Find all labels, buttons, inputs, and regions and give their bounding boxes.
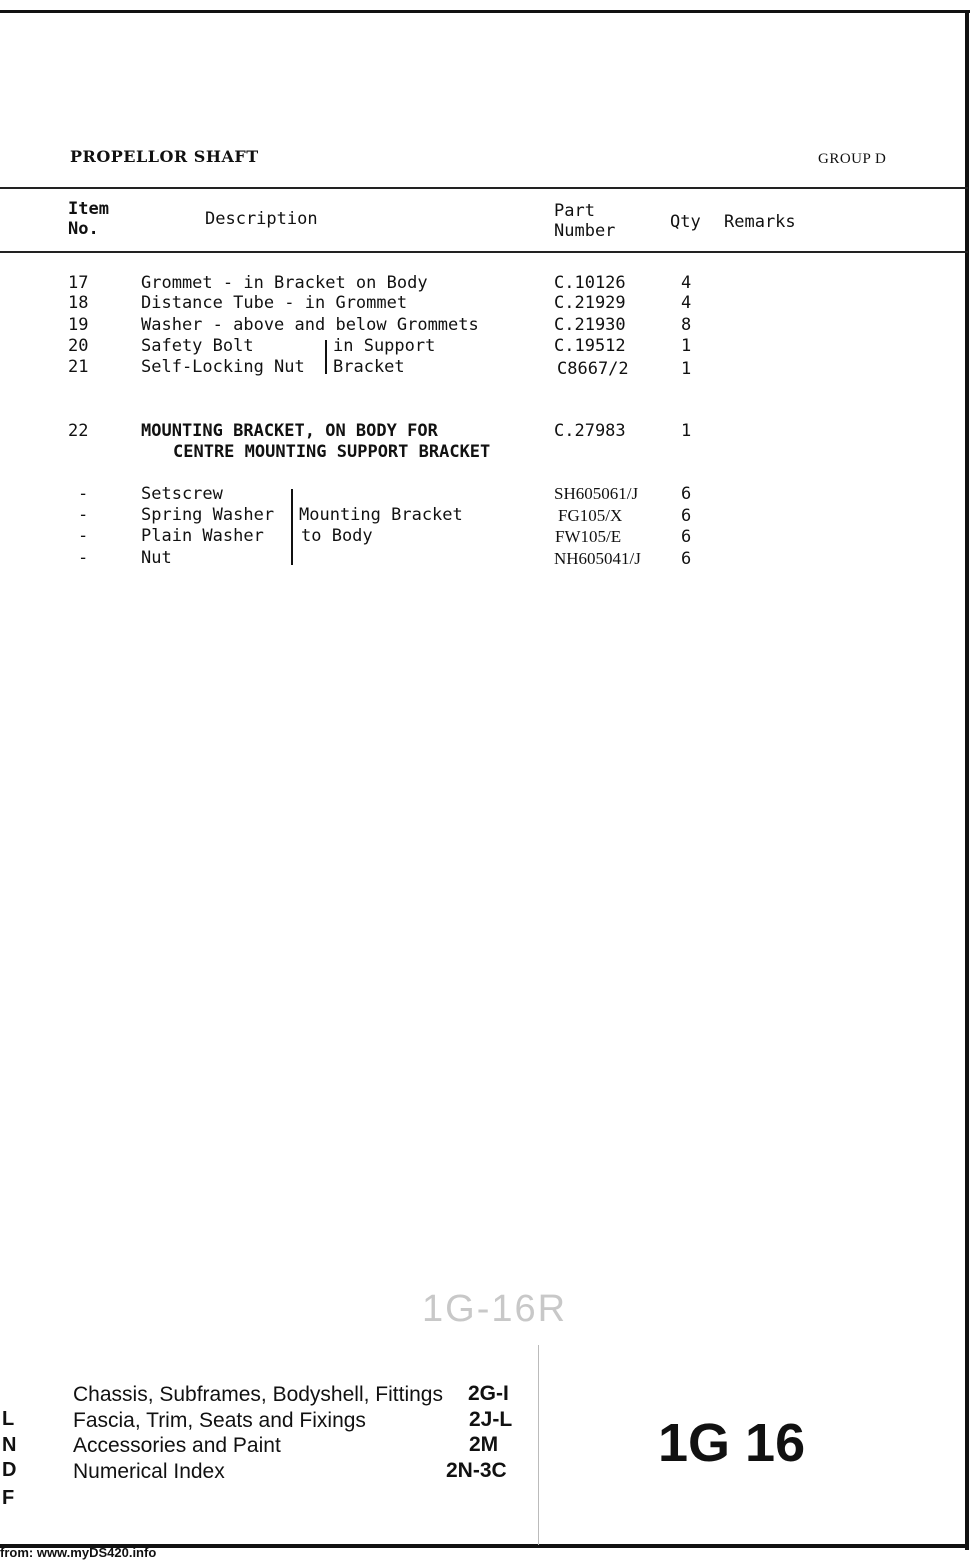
part-number: C.19512 — [554, 336, 626, 356]
item-description: Grommet - in Bracket on Body — [141, 273, 428, 293]
page-code: 1G 16 — [658, 1413, 806, 1473]
quantity: 4 — [681, 273, 692, 293]
group-note-line2: Bracket — [333, 357, 405, 377]
part-number: C.21929 — [554, 293, 626, 313]
handwritten-mark: 1G-16R — [422, 1288, 568, 1330]
item-description-continued: CENTRE MOUNTING SUPPORT BRACKET — [173, 442, 491, 462]
col-qty: Qty — [670, 212, 701, 232]
side-tab-letter: L — [2, 1408, 15, 1430]
side-tab-letter: D — [2, 1459, 17, 1481]
quantity: 1 — [681, 359, 692, 379]
item-description: Setscrew — [141, 484, 223, 504]
side-tab-letter: N — [2, 1434, 17, 1456]
footer-index-code: 2N-3C — [446, 1459, 507, 1482]
part-number: NH605041/J — [554, 549, 641, 568]
item-number: - — [78, 526, 89, 546]
item-number: 21 — [68, 357, 89, 377]
footer-index-label: Fascia, Trim, Seats and Fixings — [73, 1409, 366, 1432]
group-bracket — [291, 489, 293, 565]
part-number: C8667/2 — [557, 359, 629, 379]
item-number: 19 — [68, 315, 89, 335]
part-number: FG105/X — [558, 506, 623, 525]
group-note-line1: in Support — [333, 336, 436, 356]
item-description: MOUNTING BRACKET, ON BODY FOR — [141, 421, 438, 441]
page-border-top — [0, 10, 970, 13]
footer-index-code: 2J-L — [469, 1408, 513, 1431]
part-number: C.27983 — [554, 421, 626, 441]
footer-index-code: 2M — [469, 1433, 499, 1456]
header-top-rule — [0, 187, 968, 189]
item-description: Plain Washer — [141, 526, 264, 546]
header-bottom-rule — [0, 251, 968, 253]
footer-index-label: Chassis, Subframes, Bodyshell, Fittings — [73, 1383, 443, 1406]
side-tab-letter: F — [2, 1487, 15, 1509]
item-number: - — [78, 548, 89, 568]
item-description: Washer - above and below Grommets — [141, 315, 479, 335]
item-number: 18 — [68, 293, 89, 313]
page-border-right — [965, 10, 969, 1550]
part-number: SH605061/J — [554, 484, 639, 503]
quantity: 8 — [681, 315, 692, 335]
part-number: C.10126 — [554, 273, 626, 293]
col-item-line2: No. — [68, 219, 99, 239]
quantity: 1 — [681, 421, 692, 441]
item-number: 20 — [68, 336, 89, 356]
part-number: FW105/E — [555, 527, 622, 546]
quantity: 6 — [681, 506, 692, 526]
col-remarks: Remarks — [724, 212, 796, 232]
col-part-line2: Number — [554, 221, 616, 241]
quantity: 4 — [681, 293, 692, 313]
group-bracket — [325, 340, 327, 374]
col-part-line1: Part — [554, 201, 595, 221]
part-number: C.21930 — [554, 315, 626, 335]
item-number: - — [78, 505, 89, 525]
item-number: 17 — [68, 273, 89, 293]
col-description: Description — [205, 209, 318, 229]
source-caption: from: www.myDS420.info — [0, 1545, 157, 1560]
group-note-line1: Mounting Bracket — [299, 505, 463, 525]
item-description: Spring Washer — [141, 505, 275, 525]
quantity: 1 — [681, 336, 692, 356]
quantity: 6 — [681, 549, 692, 569]
item-description: Nut — [141, 548, 172, 568]
quantity: 6 — [681, 527, 692, 547]
fold-line — [538, 1345, 539, 1545]
footer-index-label: Numerical Index — [73, 1460, 225, 1483]
page-title: PROPELLOR SHAFT — [70, 147, 259, 166]
footer-index-code: 2G-I — [468, 1382, 509, 1405]
item-description: Self-Locking Nut — [141, 357, 305, 377]
group-label: GROUP D — [818, 151, 887, 167]
quantity: 6 — [681, 484, 692, 504]
item-number: 22 — [68, 421, 89, 441]
col-item-line1: Item — [68, 199, 109, 219]
item-number: - — [78, 484, 89, 504]
item-description: Safety Bolt — [141, 336, 254, 356]
footer-index-label: Accessories and Paint — [73, 1434, 281, 1457]
item-description: Distance Tube - in Grommet — [141, 293, 408, 313]
group-note-line2: to Body — [301, 526, 373, 546]
